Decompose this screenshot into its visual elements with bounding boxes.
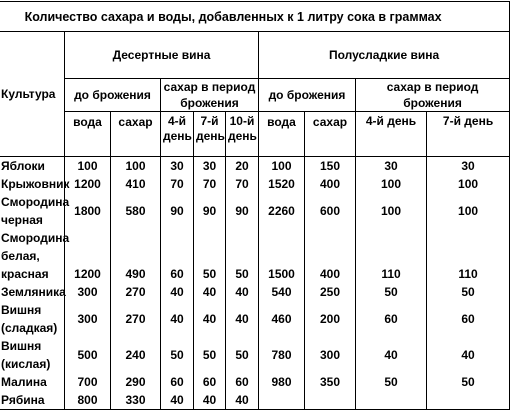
crop-name-line: Смородина [1,195,70,209]
value-cell: 40 [161,391,194,410]
semisweet-during-fermentation-header: сахар в период брожения [356,79,510,112]
table-row [0,283,510,301]
crop-name-line: Яблоки [1,159,45,173]
crop-column-header [0,32,65,157]
value-cell [356,391,427,410]
value-cell: 50 [226,229,259,283]
value-cell: 300 [305,337,356,373]
value-cell: 1520 [259,175,305,193]
value-cell: 330 [111,391,161,410]
table-row [0,391,510,410]
dessert-sugar-header: сахар [111,112,161,157]
crop-name-cell [0,157,65,176]
dessert-before-fermentation-header: до брожения [65,79,161,112]
value-cell: 400 [305,229,356,283]
value-cell: 500 [65,337,111,373]
value-cell: 50 [194,229,226,283]
value-cell: 150 [305,157,356,176]
semisweet-day7-header: 7-й день [427,112,510,157]
value-cell: 540 [259,283,305,301]
value-cell: 70 [194,175,226,193]
value-cell: 60 [161,373,194,391]
table-row [0,157,510,176]
crop-name-line: Рябина [1,393,45,407]
value-cell: 410 [111,175,161,193]
value-cell: 50 [356,373,427,391]
table-row [0,337,510,373]
value-cell: 1800 [65,193,111,229]
value-cell: 50 [427,373,510,391]
value-cell: 300 [65,301,111,337]
value-cell: 40 [194,283,226,301]
value-cell: 20 [226,157,259,176]
dessert-day4-header: 4-й день [161,112,194,157]
value-cell: 600 [305,193,356,229]
value-cell: 60 [356,301,427,337]
value-cell: 980 [259,373,305,391]
value-cell: 50 [194,337,226,373]
value-cell: 40 [161,301,194,337]
value-cell: 240 [111,337,161,373]
crop-name-line: Смородина [1,231,70,245]
value-cell [305,391,356,410]
value-cell: 1500 [259,229,305,283]
semisweet-before-fermentation-header: до брожения [259,79,356,112]
table-title: Количество сахара и воды, добавленных к 1 литру сока в граммах [0,2,510,32]
value-cell: 40 [226,301,259,337]
value-cell: 250 [305,283,356,301]
crop-name-line: красная [1,267,49,281]
value-cell: 100 [259,157,305,176]
value-cell: 60 [194,373,226,391]
dessert-during-fermentation-header: сахар в период брожения [161,79,259,112]
value-cell: 60 [161,229,194,283]
value-cell: 100 [65,157,111,176]
value-cell: 400 [305,175,356,193]
value-cell: 300 [65,283,111,301]
value-cell: 100 [427,175,510,193]
crop-header-label: Культура [1,87,56,101]
value-cell: 40 [161,283,194,301]
value-cell: 40 [194,301,226,337]
value-cell: 40 [356,337,427,373]
table-row [0,373,510,391]
crop-name-line: Вишня [1,339,42,353]
crop-name-cell [0,373,65,391]
value-cell: 50 [161,337,194,373]
semisweet-day4-header: 4-й день [356,112,427,157]
value-cell: 40 [226,391,259,410]
value-cell: 90 [161,193,194,229]
value-cell: 30 [427,157,510,176]
value-cell: 110 [356,229,427,283]
semisweet-sugar-header: сахар [305,112,356,157]
value-cell: 1200 [65,175,111,193]
value-cell: 90 [226,193,259,229]
crop-name-line: (сладкая) [1,321,58,335]
value-cell: 200 [305,301,356,337]
value-cell: 270 [111,301,161,337]
crop-name-line: Вишня [1,303,42,317]
crop-name-line: черная [1,213,43,227]
semisweet-wines-header: Полусладкие вина [259,32,510,79]
crop-name-line: Земляника [1,285,66,299]
dessert-day10-header: 10-й день [226,112,259,157]
table-row [0,301,510,337]
value-cell: 70 [161,175,194,193]
crop-name-line: (кислая) [1,357,51,371]
value-cell: 100 [356,175,427,193]
crop-name-cell [0,283,65,301]
value-cell: 90 [194,193,226,229]
crop-name-cell [0,229,70,283]
value-cell: 50 [226,337,259,373]
value-cell: 1200 [65,229,111,283]
value-cell: 490 [111,229,161,283]
value-cell: 50 [356,283,427,301]
value-cell: 40 [427,337,510,373]
value-cell: 780 [259,337,305,373]
table-row [0,193,510,229]
value-cell: 40 [194,391,226,410]
table-row [0,229,510,283]
dessert-wines-header: Десертные вина [65,32,259,79]
crop-name-line: белая, [1,249,40,263]
value-cell: 30 [356,157,427,176]
value-cell: 110 [427,229,510,283]
crop-name-cell [0,193,70,229]
value-cell: 270 [111,283,161,301]
crop-name-line: Малина [1,375,47,389]
table-body [0,157,510,410]
crop-name-cell [0,391,65,410]
value-cell: 2260 [259,193,305,229]
crop-name-cell [0,175,70,193]
value-cell [427,391,510,410]
crop-name-cell [0,337,65,373]
value-cell: 30 [161,157,194,176]
value-cell: 100 [111,157,161,176]
value-cell: 40 [226,283,259,301]
value-cell: 290 [111,373,161,391]
value-cell: 350 [305,373,356,391]
dessert-water-header: вода [65,112,111,157]
value-cell: 700 [65,373,111,391]
crop-name-line: Крыжовник [1,177,70,191]
value-cell: 580 [111,193,161,229]
value-cell: 800 [65,391,111,410]
value-cell: 70 [226,175,259,193]
value-cell: 50 [427,283,510,301]
value-cell: 60 [427,301,510,337]
sugar-water-table [0,1,510,410]
table-row [0,175,510,193]
value-cell: 100 [356,193,427,229]
value-cell: 100 [427,193,510,229]
value-cell: 30 [194,157,226,176]
semisweet-water-header: вода [259,112,305,157]
value-cell: 460 [259,301,305,337]
value-cell: 60 [226,373,259,391]
value-cell [259,391,305,410]
dessert-day7-header: 7-й день [194,112,226,157]
crop-name-cell [0,301,65,337]
